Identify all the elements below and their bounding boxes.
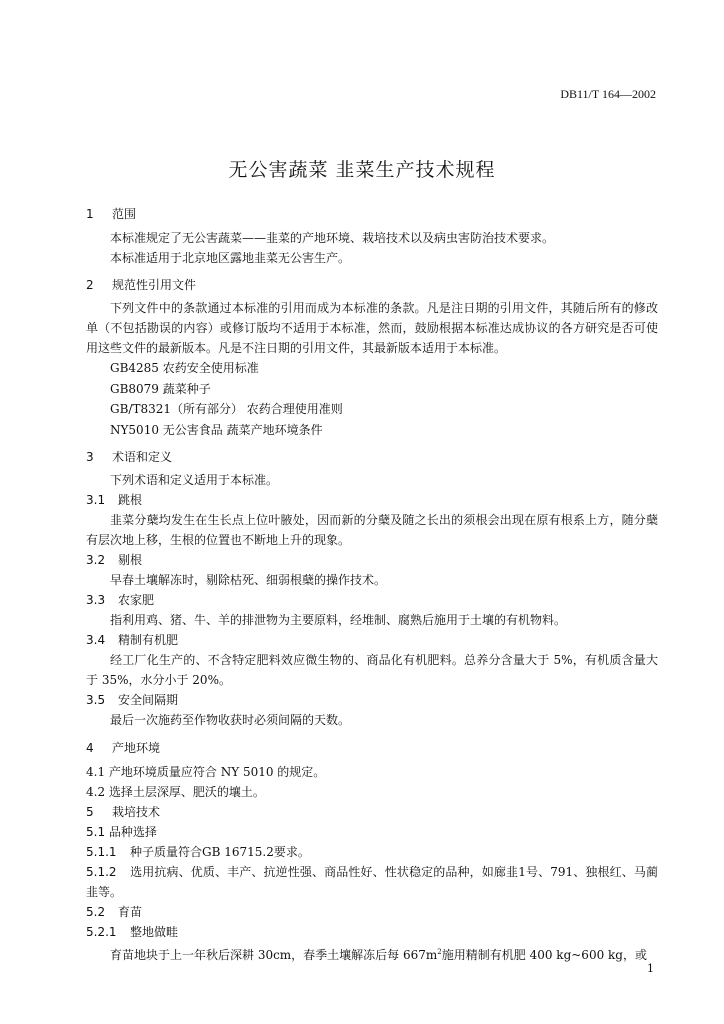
clause-number: 5.1.2 bbox=[86, 865, 117, 879]
subsection-heading bbox=[86, 902, 658, 922]
clause-number: 5.1.1 bbox=[86, 845, 117, 859]
clause-text: 选用抗病、优质、丰产、抗逆性强、商品性好、性状稳定的品种，如廊韭1号、791、独根红、马蔺韭等。 bbox=[86, 865, 658, 899]
section-number: 4 bbox=[86, 741, 94, 755]
paragraph bbox=[86, 942, 658, 965]
subsection-heading bbox=[86, 922, 658, 942]
term-definition: 经工厂化生产的、不含特定肥料效应微生物的、商品化有机肥料。总养分含量大于 5%，有机质含量大于 35%，水分小于 20%。 bbox=[86, 653, 658, 687]
term-definition: 韭菜分蘖均发生在生长点上位叶腋处，因而新的分蘖及随之长出的须根会出现在原有根系上方，随分蘖有层次地上移，生根的位置也不断地上升的现象。 bbox=[86, 513, 658, 547]
section-heading-environment bbox=[86, 738, 658, 762]
term-number: 3.2 bbox=[86, 553, 106, 567]
term-heading bbox=[86, 690, 658, 710]
term-heading bbox=[86, 590, 658, 610]
section-number: 2 bbox=[86, 278, 94, 292]
document-number: DB11/T 164—2002 bbox=[560, 87, 656, 101]
term-definition: 指利用鸡、猪、牛、羊的排泄物为主要原料，经堆制、腐熟后施用于土壤的有机物料。 bbox=[110, 613, 567, 627]
paragraph-text: 育苗地块于上一年秋后深耕 30cm，春季土壤解冻后每 667m bbox=[110, 948, 438, 962]
term-number: 3.5 bbox=[86, 693, 106, 707]
section-title: 规范性引用文件 bbox=[112, 278, 197, 292]
reference-item: GB4285 农药安全使用标准 bbox=[110, 361, 259, 375]
document-body bbox=[86, 206, 658, 965]
clause bbox=[86, 862, 658, 902]
term-definition: 早春土壤解冻时，剔除枯死、细弱根蘖的操作技术。 bbox=[110, 573, 387, 587]
subsection-heading: 5.1 品种选择 bbox=[86, 825, 157, 839]
reference-item: NY5010 无公害食品 蔬菜产地环境条件 bbox=[110, 422, 323, 437]
paragraph-text: 施用精制有机肥 400 kg~600 kg，或 bbox=[441, 948, 647, 962]
clause: 4.2 选择土层深厚、肥沃的壤土。 bbox=[86, 785, 265, 799]
paragraph: 本标准适用于北京地区露地韭菜无公害生产。 bbox=[110, 251, 351, 265]
subsection-title: 育苗 bbox=[118, 905, 143, 919]
term-title: 安全间隔期 bbox=[118, 693, 179, 707]
term-title: 剔根 bbox=[118, 553, 143, 567]
paragraph: 下列文件中的条款通过本标准的引用而成为本标准的条款。凡是注日期的引用文件，其随后所有的修改单（不包括勘误的内容）或修订版均不适用于本标准，然而，鼓励根据本标准达成协议的各方研究是否可使用这些文件的最新版本。凡是不注日期的引用文件，其最新版本适用于本标准。 bbox=[86, 301, 658, 355]
section-title: 范围 bbox=[112, 207, 137, 221]
subsection-number: 5.2.1 bbox=[86, 925, 117, 939]
term-number: 3.1 bbox=[86, 493, 106, 507]
subsection-title: 整地做畦 bbox=[130, 925, 179, 939]
section-number: 5 bbox=[86, 805, 94, 819]
page-number: 1 bbox=[647, 962, 654, 975]
paragraph: 本标准规定了无公害蔬菜——韭菜的产地环境、栽培技术以及病虫害防治技术要求。 bbox=[110, 231, 555, 245]
term-title: 农家肥 bbox=[118, 593, 155, 607]
clause bbox=[86, 842, 658, 862]
superscript: 2 bbox=[437, 948, 442, 956]
term-title: 精制有机肥 bbox=[118, 633, 179, 647]
clause-text: 种子质量符合GB 16715.2要求。 bbox=[130, 845, 310, 859]
section-heading-references bbox=[86, 276, 658, 298]
section-heading-cultivation bbox=[86, 802, 658, 822]
term-definition: 最后一次施药至作物收获时必须间隔的天数。 bbox=[110, 713, 351, 727]
term-heading bbox=[86, 490, 658, 510]
section-heading-scope bbox=[86, 206, 658, 228]
document-title: 无公害蔬菜 韭菜生产技术规程 bbox=[228, 159, 496, 181]
reference-item: GB8079 蔬菜种子 bbox=[110, 381, 211, 396]
subsection-number: 5.2 bbox=[86, 905, 106, 919]
term-title: 跳根 bbox=[118, 493, 143, 507]
clause: 4.1 产地环境质量应符合 NY 5010 的规定。 bbox=[86, 765, 326, 779]
section-number: 3 bbox=[86, 450, 94, 464]
term-number: 3.3 bbox=[86, 593, 106, 607]
paragraph: 下列术语和定义适用于本标准。 bbox=[110, 473, 279, 487]
term-number: 3.4 bbox=[86, 633, 106, 647]
section-title: 栽培技术 bbox=[112, 805, 161, 819]
section-heading-terms bbox=[86, 448, 658, 470]
reference-item: GB/T8321（所有部分） 农药合理使用准则 bbox=[110, 402, 343, 416]
term-heading bbox=[86, 550, 658, 570]
section-number: 1 bbox=[86, 207, 94, 221]
section-title: 术语和定义 bbox=[112, 450, 173, 464]
term-heading bbox=[86, 630, 658, 650]
section-title: 产地环境 bbox=[112, 741, 161, 755]
